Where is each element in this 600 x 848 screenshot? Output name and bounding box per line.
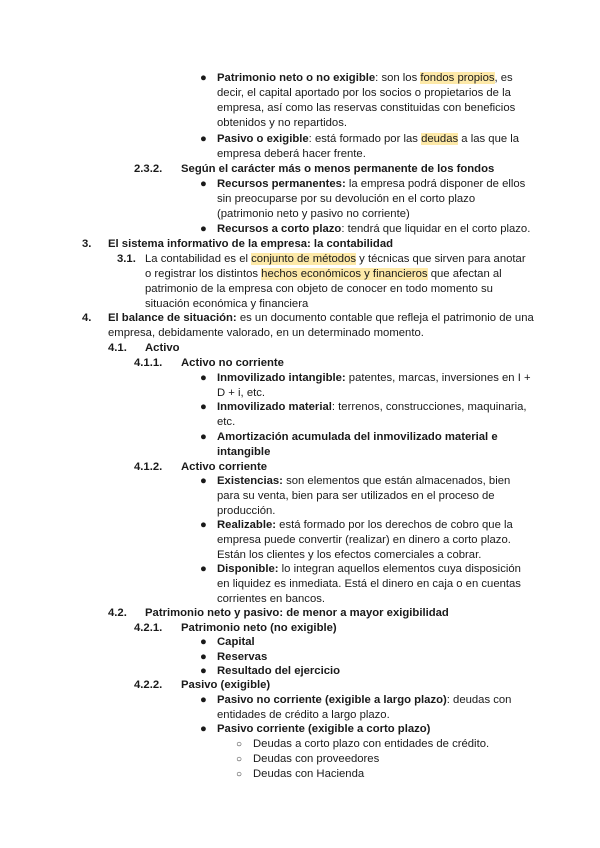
- paragraph-line: [145, 252, 526, 267]
- text: : tendrá que liquidar en el corto plazo.: [341, 223, 531, 235]
- text-line: intangible: [217, 446, 271, 458]
- bullet-icon: ●: [200, 694, 207, 706]
- text-line: producción.: [217, 505, 276, 517]
- term: Inmovilizado material: [217, 401, 332, 413]
- paragraph-line: [108, 311, 534, 326]
- bullet-icon: ●: [200, 431, 207, 443]
- text: : está formado por las: [308, 133, 422, 145]
- section-heading: Patrimonio neto y pasivo: de menor a mayor exigibilidad: [145, 607, 449, 619]
- circle-bullet-icon: ○: [236, 769, 243, 780]
- term: Pasivo no corriente (exigible a largo plazo): [217, 694, 447, 706]
- text: lo integran aquellos elementos cuya disposición: [278, 563, 521, 575]
- sub-list-item: Deudas con proveedores: [253, 753, 380, 765]
- bullet-icon: ●: [200, 401, 207, 413]
- text-line: Están los clientes y los efectos comerciales a cobrar.: [217, 549, 482, 561]
- term: Realizable:: [217, 519, 277, 531]
- list-item: Capital: [217, 636, 255, 648]
- bullet-icon: ●: [200, 519, 207, 531]
- bullet-icon: ●: [200, 133, 207, 145]
- term: Disponible:: [217, 563, 279, 575]
- text-line: (patrimonio neto y pasivo no corriente): [217, 208, 410, 220]
- text-line: empresa, así como las reservas constituidas con beneficios: [217, 102, 516, 114]
- text: , es: [494, 72, 513, 84]
- text: patentes, marcas, inversiones en I +: [345, 372, 531, 384]
- highlight: conjunto de métodos: [251, 253, 357, 265]
- text-line: empresa puede convertir (realizar) en dinero a corto plazo.: [217, 534, 511, 546]
- paragraph-line: empresa, debidamente valorado, en un determinado momento.: [108, 327, 424, 339]
- term: Recursos a corto plazo: [217, 223, 342, 235]
- section-heading: Patrimonio neto (no exigible): [181, 622, 337, 634]
- bullet-icon: ●: [200, 178, 207, 190]
- circle-bullet-icon: ○: [236, 739, 243, 750]
- paragraph-line: patrimonio de la empresa con objeto de conocer en todo momento su: [145, 283, 493, 295]
- text-line: corrientes en bancos.: [217, 593, 326, 605]
- term: Pasivo o exigible: [217, 133, 309, 145]
- text-line: obtenidos y no repartidos.: [217, 117, 347, 129]
- text-line: entidades de crédito a largo plazo.: [217, 709, 390, 721]
- list-item-disponible: [217, 562, 521, 577]
- bullet-icon: ●: [200, 723, 207, 735]
- term: Recursos permanentes:: [217, 178, 346, 190]
- text: son elementos que están almacenados, bien: [282, 475, 511, 487]
- text: o registrar los distintos: [145, 268, 262, 280]
- bullet-icon: ●: [200, 223, 207, 235]
- text: : terrenos, construcciones, maquinaria,: [331, 401, 527, 413]
- section-number: 4.2.1.: [134, 622, 163, 634]
- bullet-icon: ●: [200, 636, 207, 648]
- sub-list-item: Deudas a corto plazo con entidades de crédito.: [253, 738, 490, 750]
- bullet-icon: ●: [200, 72, 207, 84]
- section-number: 3.1.: [117, 253, 136, 265]
- section-number: 4.2.2.: [134, 679, 163, 691]
- text-line: sin preocuparse por su devolución en el corto plazo: [217, 193, 476, 205]
- text-line: empresa deberá hacer frente.: [217, 148, 366, 160]
- section-number: 4.1.2.: [134, 461, 163, 473]
- text: a las que la: [458, 133, 520, 145]
- paragraph-line: situación económica y financiera: [145, 298, 309, 310]
- text: es un documento contable que refleja el patrimonio de una: [236, 312, 534, 324]
- section-heading: Activo: [145, 342, 180, 354]
- section-number: 4.: [82, 312, 92, 324]
- section-heading: Activo no corriente: [181, 357, 284, 369]
- bullet-icon: ●: [200, 665, 207, 677]
- highlight: deudas: [421, 133, 459, 145]
- highlight: hechos económicos y financieros: [261, 268, 428, 280]
- bullet-icon: ●: [200, 475, 207, 487]
- text: y técnicas que sirven para anotar: [356, 253, 526, 265]
- list-item-existencias: [217, 474, 510, 489]
- list-item-pasivo-corriente: Pasivo corriente (exigible a corto plazo): [217, 723, 431, 735]
- highlight: fondos propios: [420, 72, 495, 84]
- term: Existencias:: [217, 475, 283, 487]
- list-item-patrimonio-neto: [217, 71, 513, 86]
- text-line: etc.: [217, 416, 236, 428]
- list-item-pasivo-no-corriente: [217, 693, 511, 708]
- text: la empresa podrá disponer de ellos: [345, 178, 526, 190]
- section-heading: Pasivo (exigible): [181, 679, 271, 691]
- text-line: para su venta, bien para ser utilizados en el proceso de: [217, 490, 495, 502]
- list-item-realizable: [217, 518, 513, 533]
- bullet-icon: ●: [200, 563, 207, 575]
- text: está formado por los derechos de cobro que la: [276, 519, 513, 531]
- bullet-icon: ●: [200, 651, 207, 663]
- term: Inmovilizado intangible:: [217, 372, 346, 384]
- list-item-inmovilizado-intangible: [217, 371, 531, 386]
- paragraph-line: [145, 267, 502, 282]
- text: : son los: [375, 72, 421, 84]
- term: Patrimonio neto o no exigible: [217, 72, 376, 84]
- section-number: 4.1.: [108, 342, 127, 354]
- section-number: 4.2.: [108, 607, 127, 619]
- section-heading: El sistema informativo de la empresa: la contabilidad: [108, 238, 394, 250]
- list-item-pasivo: [217, 132, 519, 147]
- list-item: Reservas: [217, 651, 268, 663]
- section-heading: Según el carácter más o menos permanente de los fondos: [181, 163, 495, 175]
- text: La contabilidad es el: [145, 253, 252, 265]
- text: que afectan al: [427, 268, 502, 280]
- sub-list-item: Deudas con Hacienda: [253, 768, 365, 780]
- list-item-recursos-corto-plazo: [217, 222, 530, 237]
- list-item-amortizacion: Amortización acumulada del inmovilizado material e: [217, 431, 498, 443]
- text-line: decir, el capital aportado por los socios o propietarios de la: [217, 87, 511, 99]
- list-item-inmovilizado-material: [217, 400, 527, 415]
- list-item: Resultado del ejercicio: [217, 665, 341, 677]
- text-line: D + i, etc.: [217, 387, 266, 399]
- circle-bullet-icon: ○: [236, 754, 243, 765]
- section-number: 2.3.2.: [134, 163, 163, 175]
- section-heading: El balance de situación:: [108, 312, 237, 324]
- section-number: 3.: [82, 238, 92, 250]
- section-number: 4.1.1.: [134, 357, 163, 369]
- list-item-recursos-permanentes: [217, 177, 525, 192]
- bullet-icon: ●: [200, 372, 207, 384]
- section-heading: Activo corriente: [181, 461, 268, 473]
- text: : deudas con: [446, 694, 512, 706]
- text-line: en liquidez es inmediata. Está el dinero en caja o en cuentas: [217, 578, 521, 590]
